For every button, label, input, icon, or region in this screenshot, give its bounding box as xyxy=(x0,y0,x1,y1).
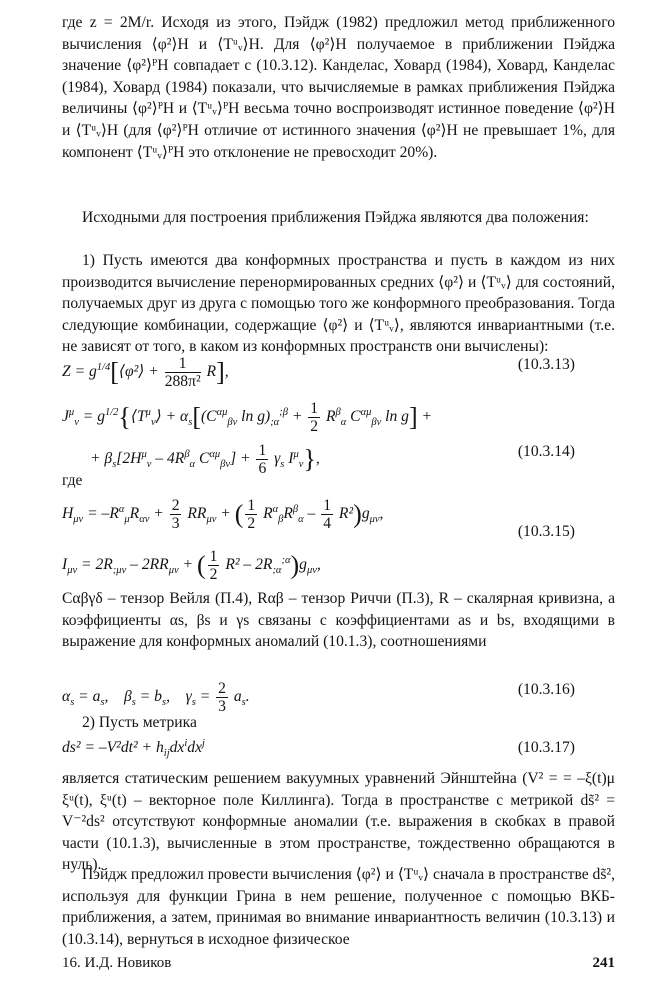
equation-10-3-13: $Z = g^{1/4}[⟨\varphi^2⟩$ + $\frac{1}{\text{288π²}}$ R], (10.3.13) xyxy=(62,355,575,390)
equation-10-3-15-line1: $H_{\mu\nu} = -R^\alpha_\mu R_{\alpha\nu}$ + $\frac{2}{3}$ $RR_{\mu\nu}$ + ( $\frac{1}{2}$ $R^\alpha_\beta R^\beta_\alpha$ – $\frac{1}{4}$ $R^2)g_{\mu\nu}$, xyxy=(62,497,384,532)
equation-number: (10.3.16) xyxy=(517,681,575,698)
paragraph-4: Cαβγδ – тензор Вейля (П.4), Rαβ – тензор Риччи (П.3), R – скалярная кривизна, а коэффициенты αs, βs и γs связаны с коэффициентами as и bs, входящими в выражение для конформных аномалий (10.1.3), соотношениями xyxy=(62,590,615,651)
paragraph-7: Пэйдж предложил провести вычисления ⟨φ²⟩ и ⟨Tᵘᵥ⟩ сначала в пространстве ds̃², используя для функции Грина в нем решение, полученное с помощью ВКБ-приближения, а затем, принимая во внимание инвариантность величин (10.3.13) и (10.3.14), вернуться в исходное физическое xyxy=(62,866,615,948)
page-footer xyxy=(62,955,615,972)
paragraph-2: Исходными для построения приближения Пэйджа являются два положения: xyxy=(82,209,589,226)
footer-signature: 16. И.Д. Новиков xyxy=(62,955,172,971)
equation-10-3-17: $ds^2 = -V^2dt^2 + h_{ij}dx^idx^j$ (10.3.17) xyxy=(62,737,575,760)
paragraph-3: 1) Пусть имеются два конформных пространства и пусть в каждом из них производится вычисление перенормированных средних ⟨φ²⟩ и ⟨Tᵘᵥ⟩ для состояний, получаемых друг из друга с помощью того же конформного преобразования. Тогда следующие комбинации, содержащие ⟨φ²⟩ и ⟨Tᵘᵥ⟩, являются инвариантными (т.е. не зависят от того, в каком из конформных пространств они вычислены): xyxy=(62,252,615,356)
equation-10-3-14-line2: + $\beta_s[2H^\mu_\nu - 4R^\beta_\alpha$ $C^{\alpha\mu}_{\beta\nu}$] + $\frac{1}{6}$ $\gamma_s$ $I^\mu_\nu$}, (10.3.14) xyxy=(90,442,575,477)
equation-number: (10.3.15) xyxy=(517,523,575,540)
paragraph-6: является статическим решением вакуумных уравнений Эйнштейна (V² = = –ξ(t)μ ξᵘ(t), ξᵘ(t) – векторное поле Киллинга). Тогда в пространстве с метрикой ds̃² = V⁻²ds² отсутствуют конформные аномалии (т.е. выражения в скобках в правой части (10.1.3), вычисленные в этом пространстве, тождественно обращаются в нуль). xyxy=(62,770,615,874)
page-number: 241 xyxy=(592,955,615,971)
equation-number: (10.3.17) xyxy=(517,739,575,756)
equation-10-3-14-line1: $J^\mu_\nu$ = $g^{1/2}\{⟨T^\mu_\nu⟩ + \alpha_s[(C^{\alpha\mu}_{\beta\nu}$ $\ln g)_{;\alpha}^{;\beta}$ + $\frac{1}{2}$ $R^\beta_\alpha$ $C^{\alpha\mu}_{\beta\nu}$ ln g] + xyxy=(62,400,433,435)
equation-10-3-15-line2: $I_{\mu\nu} = 2R_{;\mu\nu} - 2RR_{\mu\nu}$ + ( $\frac{1}{2}$ $R^2 - 2R_{;\alpha}^{;\alpha})g_{\mu\nu}$, xyxy=(62,548,321,583)
equation-10-3-16: $\alpha_s = a_s$, $\beta_s = b_s$, $\gamma_s$ = $\frac{2}{3}$ $a_s$. (10.3.16) xyxy=(62,680,575,715)
equation-number: (10.3.14) xyxy=(517,443,575,460)
paragraph-1: где z = 2M/r. Исходя из этого, Пэйдж (1982) предложил метод приближенного вычисления ⟨φ²⟩H и ⟨Tᵘᵥ⟩H. Для ⟨φ²⟩H получаемое в приближении Пэйджа значение ⟨φ²⟩ᴾH совпадает с (10.3.12). Канделас, Ховард (1984), Ховард, Канделас (1984), Ховард (1984) показали, что вычисляемые в рамках приближения Пэйджа величины ⟨φ²⟩ᴾH и ⟨Tᵘᵥ⟩ᴾH весьма точно воспроизводят истинное поведение ⟨φ²⟩H и ⟨Tᵘᵥ⟩H (для ⟨φ²⟩ᴾH отличие от истинного значения ⟨φ²⟩H не превышает 1%, для компонент ⟨Tᵘᵥ⟩ᴾH это отклонение не превосходит 20%). xyxy=(62,14,615,161)
paragraph-5: 2) Пусть метрика xyxy=(82,714,197,731)
equation-number: (10.3.13) xyxy=(517,356,575,373)
paragraph-where: где xyxy=(62,472,83,489)
